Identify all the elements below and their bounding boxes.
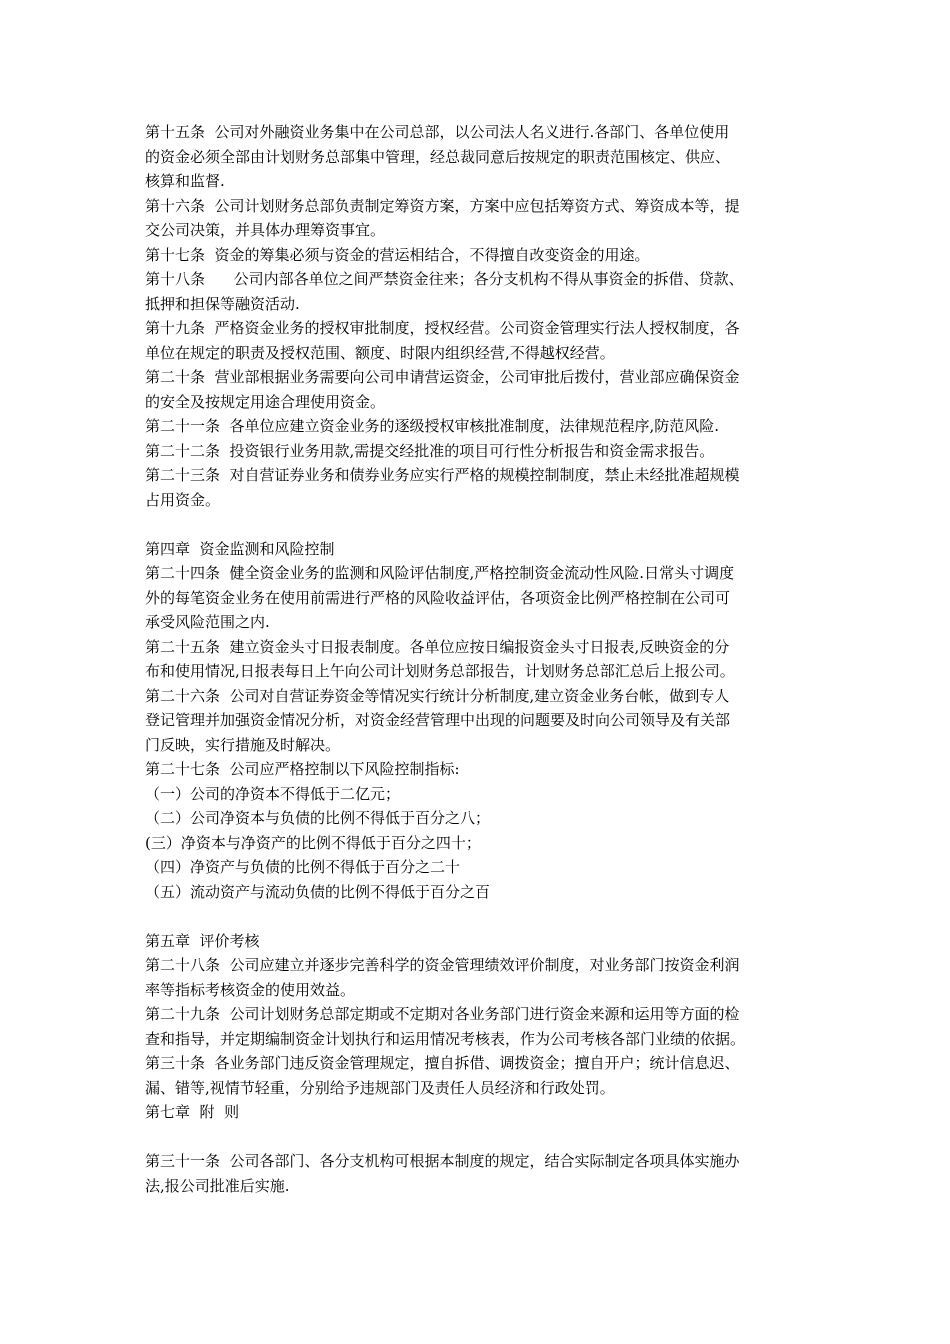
text-line: 第二十五条 建立资金头寸日报表制度。各单位应按日编报资金头寸日报表,反映资金的分 — [145, 637, 730, 656]
text-line: 第十九条 严格资金业务的授权审批制度，授权经营。公司资金管理实行法人授权制度，各 — [145, 319, 740, 337]
text-line: 第七章 附 则 — [145, 1103, 240, 1121]
text-line: 第二十四条 健全资金业务的监测和风险评估制度,严格控制资金流动性风险.日常头寸调度 — [145, 564, 735, 582]
text-line: 第二十三条 对自营证券业务和债券业务应实行严格的规模控制制度，禁止未经批准超规模 — [145, 466, 740, 484]
text-line: 登记管理并加强资金情况分析，对资金经营管理中出现的问题要及时向公司领导及有关部 — [145, 711, 731, 729]
text-line: 第二十一条 各单位应建立资金业务的逐级授权审核批准制度，法律规范程序,防范风险. — [145, 417, 720, 435]
text-line: 第十六条 公司计划财务总部负责制定筹资方案，方案中应包括筹资方式、筹资成本等，提 — [145, 196, 740, 215]
text-line: 交公司决策，并具体办理筹资事宜。 — [145, 221, 386, 239]
text-line: 第十八条 公司内部各单位之间严禁资金往来；各分支机构不得从事资金的拆借、贷款、 — [145, 270, 744, 288]
text-line: 抵押和担保等融资活动. — [145, 294, 300, 313]
text-line: 的资金必须全部由计划财务总部集中管理，经总裁同意后按规定的职责范围核定、供应、 — [145, 147, 731, 166]
text-line: 第三十条 各业务部门违反资金管理规定，擅自拆借、调拨资金；擅自开户；统计信息迟、 — [145, 1054, 740, 1072]
text-line: 法,报公司批准后实施. — [145, 1176, 290, 1195]
text-line: 第二十八条 公司应建立并逐步完善科学的资金管理绩效评价制度，对业务部门按资金利润 — [145, 956, 740, 974]
text-line: 占用资金。 — [145, 490, 221, 509]
text-line: 单位在规定的职责及授权范围、额度、时限内组织经营,不得越权经营。 — [145, 343, 615, 362]
text-line: 第三十一条 公司各部门、各分支机构可根据本制度的规定，结合实际制定各项具体实施办 — [145, 1152, 740, 1170]
text-line: 承受风险范围之内. — [145, 613, 270, 631]
document-body — [145, 120, 815, 1198]
text-line: 第五章 评价考核 — [145, 931, 260, 950]
text-line: 第二十二条 投资银行业务用款,需提交经批准的项目可行性分析报告和资金需求报告。 — [145, 441, 715, 460]
text-line: 第十七条 资金的筹集必须与资金的营运相结合，不得擅自改变资金的用途。 — [145, 245, 650, 264]
text-line: (三）净资本与净资产的比例不得低于百分之四十； — [145, 833, 481, 852]
blank-line — [145, 512, 815, 537]
text-line: 第二十六条 公司对自营证券资金等情况实行统计分析制度,建立资金业务台帐，做到专人 — [145, 686, 730, 705]
text-line: 漏、错等,视情节轻重，分别给予违规部门及责任人员经济和行政处罚。 — [145, 1078, 615, 1097]
text-line: 外的每笔资金业务在使用前需进行严格的风险收益评估，各项资金比例严格控制在公司可 — [145, 588, 731, 607]
text-line: 第二十九条 公司计划财务总部定期或不定期对各业务部门进行资金来源和运用等方面的检 — [145, 1005, 740, 1023]
text-line: （四）净资产与负债的比例不得低于百分之二十 — [145, 858, 461, 876]
text-line: 第二十七条 公司应严格控制以下风险控制指标: — [145, 760, 460, 778]
blank-line — [145, 1125, 815, 1150]
text-line: 率等指标考核资金的使用效益。 — [145, 980, 356, 999]
text-line: 第十五条 公司对外融资业务集中在公司总部，以公司法人名义进行.各部门、各单位使用 — [145, 123, 730, 141]
blank-line — [145, 904, 815, 929]
text-line: 门反映，实行措施及时解决。 — [145, 735, 341, 754]
text-line: 的安全及按规定用途合理使用资金。 — [145, 392, 386, 411]
text-line: 布和使用情况,日报表每日上午向公司计划财务总部报告，计划财务总部汇总后上报公司。 — [145, 662, 735, 680]
text-line: 查和指导，并定期编制资金计划执行和运用情况考核表，作为公司考核各部门业绩的依据。 — [145, 1029, 746, 1048]
text-line: （一）公司的净资本不得低于二亿元； — [145, 784, 401, 803]
text-line: 第四章 资金监测和风险控制 — [145, 539, 335, 558]
text-line: （二）公司净资本与负债的比例不得低于百分之八； — [145, 809, 491, 827]
text-line: 核算和监督. — [145, 172, 225, 190]
text-line: （五）流动资产与流动负债的比例不得低于百分之百 — [145, 882, 491, 901]
text-line: 第二十条 营业部根据业务需要向公司申请营运资金，公司审批后拨付，营业部应确保资金 — [145, 368, 740, 386]
